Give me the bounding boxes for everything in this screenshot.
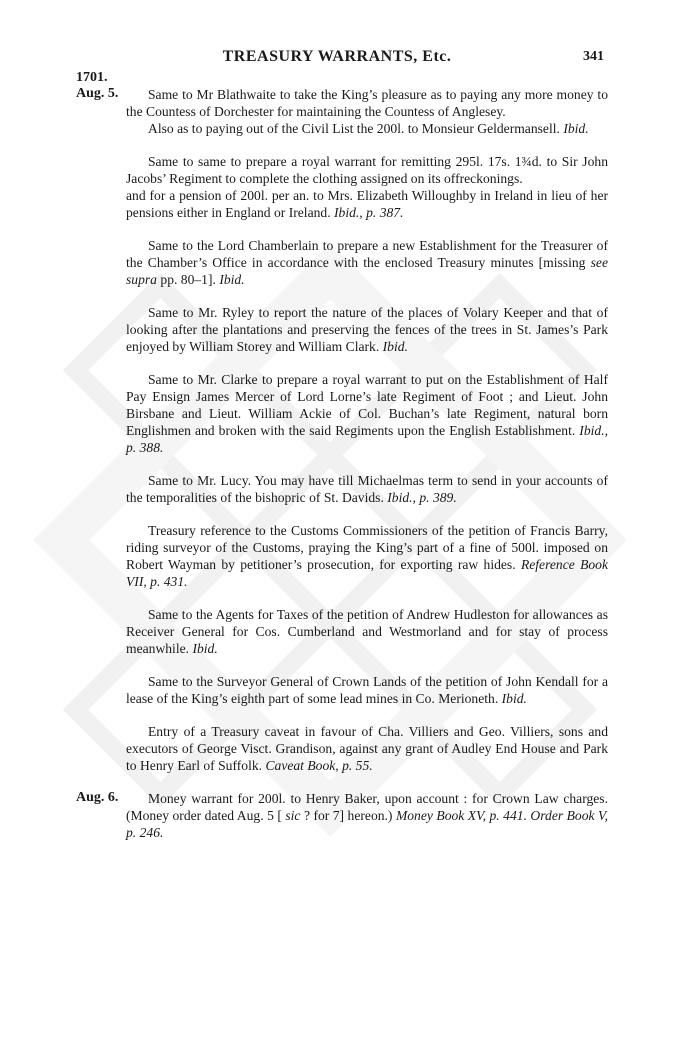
entry-text	[126, 790, 608, 841]
entry-body: Same to Mr. Lucy. You may have till Michaelmas term to send in your accounts of the temporalities of the bishopric of St. Davids.	[126, 473, 608, 505]
entry-text	[126, 371, 608, 456]
entry-body: Same to Mr. Clarke to prepare a royal warrant to put on the Establishment of Half Pay Ensign James Mercer of Lord Lorne’s late Regiment of Foot ; and Lieut. John Birsbane and Lieut. William Ackie of Col. Buchan’s late Regiment, natural born Englishmen and broken with the said Regiments upon the English Establishment.	[126, 372, 608, 438]
source-reference: Ibid., p. 389.	[387, 490, 457, 505]
warrant-entries	[0, 86, 674, 857]
entry-date: Aug. 6.	[76, 790, 119, 805]
entry-text	[126, 522, 608, 590]
entry-body: Treasury reference to the Customs Commissioners of the petition of Francis Barry, riding surveyor of the Customs, praying the King’s part of a fine of 500l. imposed on Robert Wayman by petitioner’s prosecution, for exporting raw hides.	[126, 523, 608, 572]
entry-text	[126, 673, 608, 707]
entry-text	[126, 723, 608, 774]
entry-text	[126, 187, 608, 221]
entry-text	[126, 120, 608, 137]
source-reference: Ibid., p. 387.	[334, 205, 404, 220]
warrant-entry	[0, 606, 674, 657]
entry-body: Same to the Surveyor General of Crown Lands of the petition of John Kendall for a lease of the King’s eighth part of some lead mines in Co. Merioneth.	[126, 674, 608, 706]
entry-body: Also as to paying out of the Civil List the 200l. to Monsieur Geldermansell.	[148, 121, 560, 136]
warrant-entry	[0, 371, 674, 456]
source-reference: Reference Book VII, p. 431.	[126, 557, 608, 589]
entry-body-continued: ? for 7] hereon.)	[303, 808, 393, 823]
entry-date: Aug. 5.	[76, 86, 119, 101]
entry-text	[126, 606, 608, 657]
entry-body: and for a pension of 200l. per an. to Mrs. Elizabeth Willoughby in Ireland in lieu of her pensions either in England or Ireland.	[126, 188, 608, 220]
entry-text	[126, 86, 608, 120]
running-title: TREASURY WARRANTS, Etc.	[222, 48, 452, 65]
entry-body: Same to Mr. Ryley to report the nature of the places of Volary Keeper and that of looking after the plantations and preserving the fences of the trees in St. James’s Park enjoyed by William Storey and William Clark.	[126, 305, 608, 354]
entry-body: Entry of a Treasury caveat in favour of Cha. Villiers and Geo. Villiers, sons and executors of George Visct. Grandison, against any grant of Audley End House and Park to Henry Earl of Suffolk.	[126, 724, 608, 773]
warrant-entry	[0, 120, 674, 137]
warrant-entry	[0, 723, 674, 774]
source-reference: Ibid.	[382, 339, 408, 354]
entry-text	[126, 153, 608, 187]
source-reference: Ibid., p. 388.	[126, 423, 608, 455]
warrant-entry	[0, 673, 674, 707]
source-reference: Ibid.	[219, 272, 245, 287]
entry-body: Same to same to prepare a royal warrant for remitting 295l. 17s. 1¾d. to Sir John Jacobs’ Regiment to complete the clothing assigned on its offreckonings.	[126, 154, 608, 186]
entry-body: Money warrant for 200l. to Henry Baker, upon account : for Crown Law charges. (Money order dated Aug. 5 [	[126, 791, 608, 823]
warrant-entry	[0, 86, 674, 120]
source-reference: Ibid.	[192, 641, 218, 656]
inline-reference: sic	[285, 808, 301, 823]
source-reference: Ibid.	[501, 691, 527, 706]
warrant-entry	[0, 790, 674, 841]
source-reference: Money Book XV, p. 441. Order Book V, p. 246.	[126, 808, 608, 840]
warrant-entry	[0, 472, 674, 506]
entry-body: Same to the Agents for Taxes of the petition of Andrew Hudleston for allowances as Receiver General for Cos. Cumberland and Westmorland and for stay of process meanwhile.	[126, 607, 608, 656]
warrant-entry	[0, 304, 674, 355]
warrant-entry	[0, 522, 674, 590]
warrant-entry	[0, 187, 674, 221]
warrant-entry	[0, 237, 674, 288]
source-reference: Ibid.	[563, 121, 589, 136]
entry-body: Same to the Lord Chamberlain to prepare a new Establishment for the Treasurer of the Chamber’s Office in accordance with the enclosed Treasury minutes [missing	[126, 238, 608, 270]
entry-body-continued: pp. 80–1].	[160, 272, 216, 287]
year-marker: 1701.	[76, 70, 108, 85]
inline-reference: see supra	[126, 255, 608, 287]
page-header	[0, 44, 674, 68]
source-reference: Caveat Book, p. 55.	[265, 758, 373, 773]
entry-text	[126, 237, 608, 288]
entry-text	[126, 304, 608, 355]
entry-body: Same to Mr Blathwaite to take the King’s pleasure as to paying any more money to the Countess of Dorchester for maintaining the Countess of Anglesey.	[126, 87, 608, 119]
entry-text	[126, 472, 608, 506]
page-number: 341	[583, 49, 604, 64]
warrant-entry	[0, 153, 674, 187]
